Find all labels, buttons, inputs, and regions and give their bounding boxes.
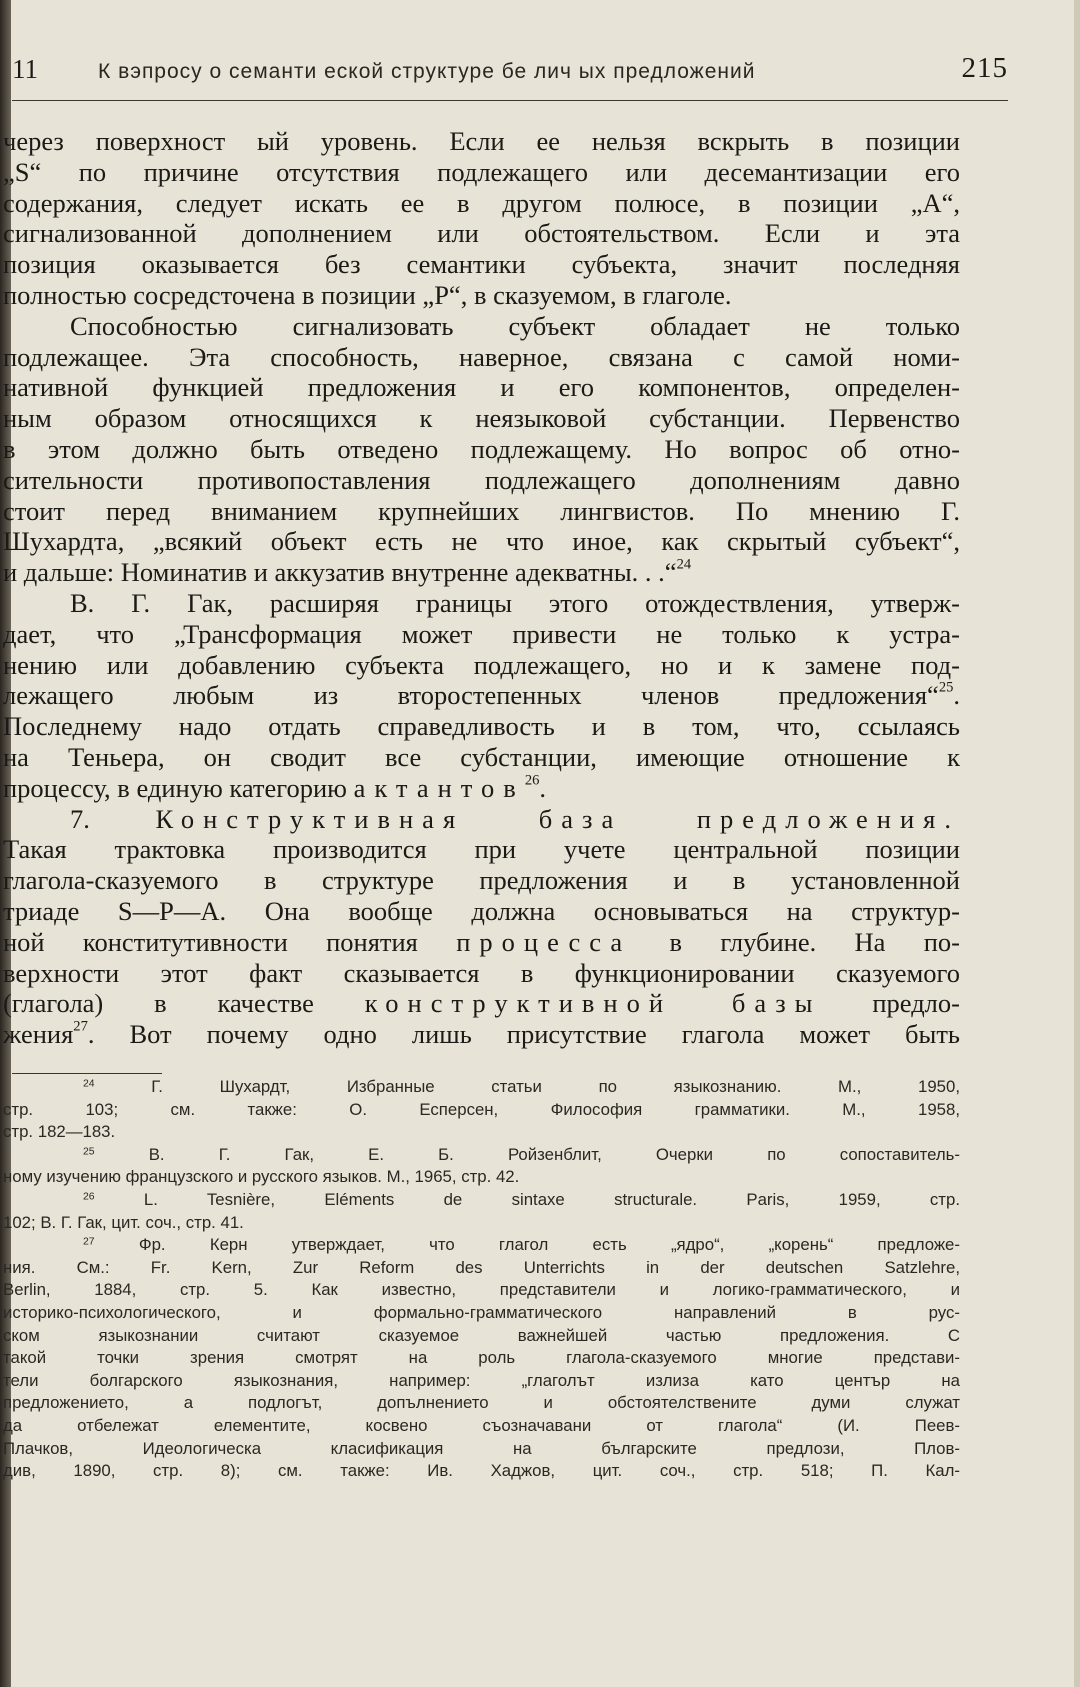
text-run: предло- [872,988,960,1019]
running-header [12,50,1008,101]
text-line: лежащего любым из второстепенных членов предложения“$^{25}$. [3,679,960,711]
text-line: позиция оказывается без семантики субъекта, значит последняя [3,249,960,280]
text-line [3,927,960,958]
text-line: стоит перед вниманием крупнейших лингвистов. По мнению Г. [3,495,960,526]
section-number: 11 [12,54,38,84]
spaced-term: конструктивной базы [364,988,822,1019]
text-run: жения [3,1019,74,1050]
page-number: 215 [961,52,1008,84]
text-line [3,557,960,588]
spaced-term: актантов [353,772,525,803]
footnote-line [3,1234,960,1257]
footnote-line: тели болгарского языкознания, например: „глаголът излиза като център на [3,1370,960,1390]
footnote-line: такой точки зрения смотрят на роль глагола-сказуемого многие представи- [3,1348,960,1368]
footnote-number: 27 [83,1236,95,1248]
text-line: сительности противопоставления подлежащего дополнениям давно [3,464,960,495]
footnote-line [3,1144,960,1167]
text-run: ной конститутивности понятия [3,926,418,957]
running-title: К вэпросу о семанти еской структуре бе лич ых предложений [98,60,756,83]
text-line: полностью сосредсточена в позиции „Р“, в сказуемом, в глаголе. [3,279,732,310]
text-line: сигнализованной дополнением или обстоятельством. Если и эта [3,218,960,249]
footnote-divider [12,1073,162,1074]
footnote-number: 25 [83,1146,95,1158]
footnote-ref: 24 [676,556,692,573]
footnote-number: 26 [83,1191,95,1203]
text-line: верхности этот факт сказывается в функционировании сказуемого [3,957,960,988]
footnote-line: 102; В. Г. Гак, цит. соч., стр. 41. [3,1212,244,1232]
footnote-ref: 26 [524,772,540,789]
text-run: лежащего любым из второстепенных членов предложения“ [3,680,939,711]
text-line: на Теньера, он сводит все субстанции, имеющие отношение к [3,741,960,772]
footnote-number: 24 [83,1078,95,1090]
text-line: триаде S—Р—А. Она вообще должна основываться на структур- [3,895,960,926]
footnote-line [3,1189,960,1212]
section-number-7: 7. [70,803,90,834]
footnote-line: ском языкознании считают сказуемое важнейшей частью предложения. С [3,1325,960,1345]
text-line [3,1019,960,1050]
footnote-line: предложението, а подлогът, допълнението и обстоятелствените думи служат [3,1393,960,1413]
footnote-line: стр. 103; см. также: О. Есперсен, Философия грамматики. М., 1958, [3,1099,960,1119]
text-line: содержания, следует искать ее в другом полюсе, в позиции „А“, [3,187,960,218]
body-text [3,126,960,1050]
text-run: L. Tesnière, Eléments de sintaxe structurale. Paris, 1959, стр. [143,1189,960,1209]
text-run: В. Г. Гак, Е. Б. Ройзенблит, Очерки по сопоставитель- [148,1144,960,1164]
text-line: нению или добавлению субъекта подлежащего, но и к замене под- [3,649,960,680]
footnote-ref: 25 [938,679,954,696]
text-line: Шухардта, „всякий объект есть не что иное, как скрытый субъект“, [3,526,960,557]
footnote-line: ному изучению французского и русского языков. М., 1965, стр. 42. [3,1167,520,1187]
text-run: Фр. Керн утверждает, что глагол есть „ядро“, „корень“ предложе- [138,1235,960,1255]
text-line: нативной функцией предложения и его компонентов, определен- [3,372,960,403]
footnote-ref: 27 [73,1018,88,1035]
text-line: через поверхност ый уровень. Если ее нельзя вскрыть в позиции [3,126,960,156]
text-line: Способностью сигнализовать субъект обладает не только [70,310,960,341]
text-run: (глагола) в качестве [3,988,314,1019]
text-line: „S“ по причине отсутствия подлежащего или десемантизации его [3,156,960,187]
footnotes [3,1076,960,1483]
text-line: глагола-сказуемого в структуре предложения и в установленной [3,865,960,896]
spaced-term: процесса [456,926,632,957]
footnote-line: стр. 182—183. [3,1122,116,1142]
page-edge [1074,0,1080,1687]
text-line: ным образом относящихся к неязыковой субстанции. Первенство [3,403,960,434]
text-run: . Вот почему одно лишь присутствие глагола может быть [87,1019,960,1050]
text-line: дает, что „Трансформация может привести не только к устра- [3,618,960,649]
text-line [3,804,960,835]
text-line: в этом должно быть отведено подлежащему. Но вопрос об отно- [3,433,960,464]
text-line: подлежащее. Эта способность, наверное, связана с самой номи- [3,341,960,372]
text-run: в глубине. На по- [669,926,961,957]
text-run: процессу, в единую категорию [3,772,347,803]
text-run: Г. Шухардт, Избранные статьи по языкознанию. М., 1950, [151,1077,960,1096]
text-line: процессу, в единую категорию актантов$^{26}$. [3,772,546,803]
footnote-line: ния. См.: Fr. Kern, Zur Reform des Unterrichts in der deutschen Satzlehre, [3,1257,960,1277]
footnote-line: да отбележат елементите, косвено съозначавани от глагола“ (И. Пеев- [3,1415,960,1435]
footnote-line: Плачков, Идеологическа класификация на българските предлози, Плов- [3,1438,960,1458]
footnote-line: историко-психологического, и формально-грамматического направлений в рус- [3,1302,960,1322]
footnote-line: Berlin, 1884, стр. 5. Как известно, представители и логико-грамматического, и [3,1280,960,1300]
footnote-line [3,1076,960,1099]
footnote-line: див, 1890, стр. 8); см. также: Ив. Хаджов, цит. соч., стр. 518; П. Кал- [3,1461,960,1481]
section-heading: Конструктивная база предложения. [155,803,961,834]
text-line: Такая трактовка производится при учете центральной позиции [3,834,960,865]
text-run: и дальше: Номинатив и аккузатив внутренне адекватны. . .“ [3,557,677,588]
text-line [3,988,960,1019]
text-line: В. Г. Гак, расширяя границы этого отождествления, утверж- [70,587,960,618]
text-line: Последнему надо отдать справедливость и в том, что, ссылаясь [3,711,960,742]
